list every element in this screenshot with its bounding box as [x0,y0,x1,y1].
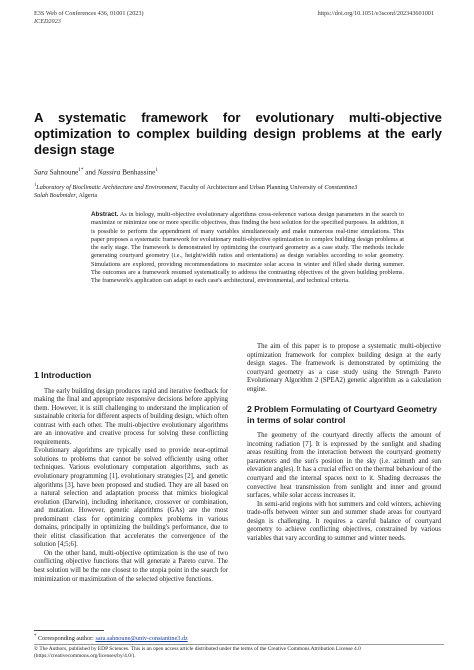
abstract-text: As in biology, multi-objective evolutionary algorithms cross-reference various design parameters in the search to maximize or minimize one or more specific objectives, thus finding the best solution for the specified purposes. In addition, it is possible to perform the appendment of many variables simultaneously and make numerous real-time simulations. This paper proposes a systematic framework for evolutionary multi-objective optimization to complex building design problems at the early stage. The framework is demonstrated by optimizing the courtyard geometry as a case study. The methods include generating courtyard geometry (i.e., height/width ratios and orientations) as design variables according to solar geometry. Simulations are explored, providing recommendations to maximize solar access in winter and filled shade during summer. The outcomes are a framework resumed systematically to address the contrasting objectives of the given building problems. The framework's application can adapt to each case's architectural, environmental, and technical criteria. [91,211,404,285]
license-text: © The Authors, published by EDP Sciences. This is an open access article distributed under the terms of the Creative Commons Attribution License 4.0 [34,646,361,652]
journal-citation: E3S Web of Conferences 436, 01001 (2023) [34,10,144,17]
footnote-rule [34,630,104,631]
abstract [91,211,404,286]
footnote-marker: * [34,634,37,639]
conference-name: ICED2023 [34,18,61,25]
abstract-label: Abstract. [91,211,119,218]
author2-last: Benhassine [122,167,156,177]
affiliation-faculty: Faculty of Architecture and Urban Planning University of [179,184,323,192]
license-footer [34,646,444,660]
aim-paragraph: The aim of this paper is to propose a systematic multi-objective optimization framework for complex building design at the early design stages. The framework is demonstrated by optimizing the courtyard geometry as a case study using the Strength Pareto Evolutionary Algorithm 2 (SPEA2) genetic algorithm as a calculation engine. [247,343,441,393]
affiliation-university: Constantine3 [324,184,358,192]
author1-last: Sahnoune [49,167,79,177]
section-2-paragraph-2: In semi-arid regions with hot summers and cold winters, achieving trade-offs between winter sun and summer shade areas for courtyard design is challenging. It requires a careful balance of courtyard geometry to achieve conflicting objectives, constrained by various variables that vary according to summer and winter needs. [247,500,441,542]
section-1-heading: 1 Introduction [34,370,92,380]
author2-marker: 1 [155,168,158,173]
running-header [34,10,144,26]
footnote-label: Corresponding author: [38,635,94,643]
left-column [34,370,228,584]
intro-paragraph-2: Evolutionary algorithms are typically used to provide near-optimal solutions to problems that cannot be solved efficiently using other techniques. Various evolutionary computation algorithms, such as evolutionary programming [1], evolutionary strategies [2], and genetic algorithms [3], have been proposed and studied. They are all based on a natural selection and adaptation process that mimics biological evolution (Darwin), including inheritance, crossover or combination, and mutation. However, genetic algorithms (GAs) are the most predominant class for optimizing complex problems in various domains, principally in optimizing the building's performance, due to their elitist classification that accelerates the convergence of the solution [4;5;6]. [34,447,228,549]
footer-rule [34,644,444,645]
author1-marker: 1* [78,168,84,173]
affiliation-country: , Algeria [75,192,98,200]
section-2-heading: 2 Problem Formulating of Courtyard Geometry in terms of solar control [247,404,438,425]
doi-link[interactable]: https://doi.org/10.1051/e3sconf/202343601001 [317,10,434,17]
footnote [34,633,188,643]
author-email-link[interactable]: sara.sahnoune@univ-constantine3.dz [95,635,188,643]
affiliation-marker: 1 [34,182,37,187]
intro-paragraph-3: On the other hand, multi-objective optimization is the use of two conflicting objective functions that will generate a Pareto curve. The best solution will be the one closest to the utopia point in the search for minimization or maximization of the selected objective functions. [34,549,228,583]
author1-first: Sara [34,167,48,177]
affiliation-city: Salah Boubnider [34,192,76,200]
section-2-paragraph-1: The geometry of the courtyard directly affects the amount of incoming radiation [7]. It is expressed by the sunlight and shading areas resulting from the interaction between the courtyard geometry parameters and the sun's position in the sky (i.e. azimuth and sun elevation angles). It has a crucial effect on the thermal behaviour of the courtyard and the internal spaces next to it. Shading decreases the convective heat transmission from sunlight and inner and ground surfaces, while solar access increases it. [247,432,441,500]
paper-title: A systematic framework for evolutionary multi-objective optimization to complex building design problems at the early design stage [34,110,442,157]
right-column [247,343,441,543]
intro-paragraph-1: The early building design produces rapid and iterative feedback for making the final and appropriate responsive decisions before applying them. However, it is still challenging to understand the implication of sustainable criteria for different aspects of building design, which often contrast with each other. The multi-objective evolutionary algorithms are an innovative and creative process for solving these conflicting requirements. [34,387,228,446]
section-gap [247,394,441,404]
author-and: and [85,167,96,177]
license-link[interactable]: (https://creativecommons.org/licenses/by/4.0/). [34,653,136,659]
author-list [34,166,158,176]
affiliation [34,181,444,200]
author2-first: Nassira [97,167,121,177]
affiliation-lab: Laboratory of Bioclimatic Architecture and Environment, [36,184,179,192]
